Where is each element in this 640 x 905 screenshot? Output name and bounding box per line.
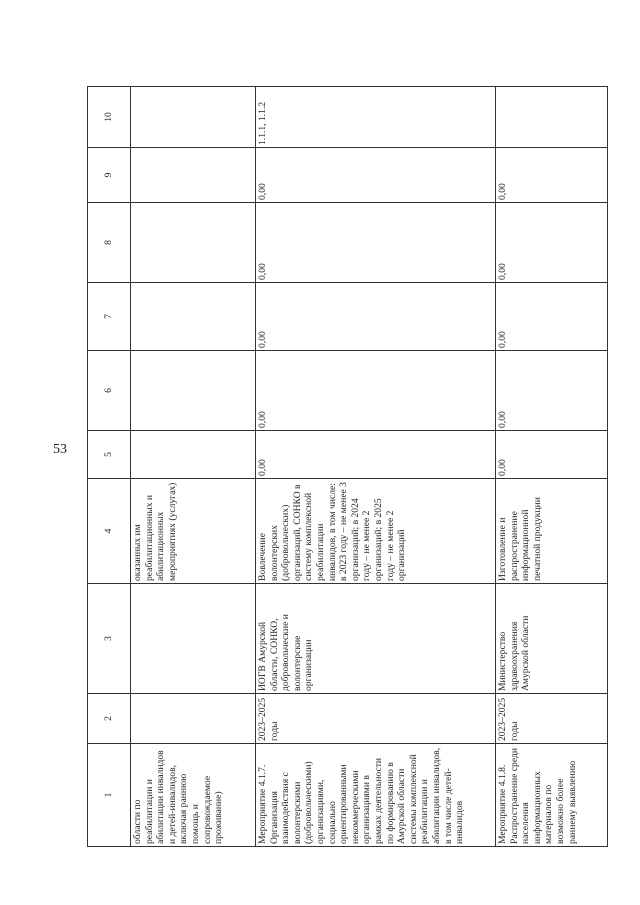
table-cell: 0,00 — [496, 283, 608, 351]
table-cell — [131, 694, 256, 744]
header-cell: 2 — [88, 694, 131, 744]
table-cell: оказанных им реабилитационных и абилитационных мероприятиях (услугах) — [131, 479, 256, 584]
table-cell — [131, 148, 256, 203]
header-cell: 3 — [88, 584, 131, 694]
table-cell: 0,00 — [496, 351, 608, 431]
table-cell — [131, 87, 256, 148]
table-cell: 0,00 — [256, 203, 496, 283]
table-cell — [131, 203, 256, 283]
table-cell: ИОГВ Амурской области, СОНКО, добровольческие и волонтерские организации — [256, 584, 496, 694]
table-cell: 1.1.1, 1.1.2 — [256, 87, 496, 148]
table-cell: Мероприятие 4.1.8. Распространение среди населения информационных материалов по возможно более раннему выявлению — [496, 744, 608, 847]
table-row — [256, 87, 496, 847]
table-cell: 2023–2025 годы — [256, 694, 496, 744]
header-cell: 9 — [88, 148, 131, 203]
table-cell: 0,00 — [256, 351, 496, 431]
table-cell: области по реабилитации и абилитации инвалидов и детей-инвалидов, включая раннюю помощь и сопровождаемое проживание) — [131, 744, 256, 847]
header-cell: 4 — [88, 479, 131, 584]
table-cell: 0,00 — [496, 148, 608, 203]
table-cell: Министерство здравоохранения Амурской области — [496, 584, 608, 694]
rotated-table-container — [87, 87, 578, 847]
table-cell: 0,00 — [256, 431, 496, 479]
header-cell: 8 — [88, 203, 131, 283]
page-number: 53 — [53, 442, 67, 457]
table-cell: Мероприятие 4.1.7. Организация взаимодействия с волонтерскими (добровольческими) организациями, социально ориентированными некоммерческими организациями в рамках деятельности по формированию в Амурской области системы комплексной реабилитации и абилитации инвалидов, в том числе детей-инвалидов — [256, 744, 496, 847]
header-cell: 5 — [88, 431, 131, 479]
table-cell: 0,00 — [256, 283, 496, 351]
table-cell: 0,00 — [496, 431, 608, 479]
table-cell: 2023–2025 годы — [496, 694, 608, 744]
table-cell: 0,00 — [496, 203, 608, 283]
table-cell — [131, 351, 256, 431]
table-cell — [131, 584, 256, 694]
header-cell: 10 — [88, 87, 131, 148]
header-row — [88, 87, 131, 847]
table-row — [496, 87, 608, 847]
table-row — [131, 87, 256, 847]
table-cell — [496, 87, 608, 148]
table-cell: 0,00 — [256, 148, 496, 203]
table-cell: Изготовление и распространение информационной печатной продукции — [496, 479, 608, 584]
header-cell: 1 — [88, 744, 131, 847]
header-cell: 7 — [88, 283, 131, 351]
header-cell: 6 — [88, 351, 131, 431]
table-cell — [131, 283, 256, 351]
table-cell: Вовлечение волонтерских (добровольческих) организаций, СОНКО в систему комплексной реабилитации инвалидов, в том числе: в 2023 году – не менее 3 организаций; в 2024 году – не менее 2 организаций; в 2025 году – не менее 2 организаций — [256, 479, 496, 584]
table-cell — [131, 431, 256, 479]
measures-table — [87, 86, 608, 847]
